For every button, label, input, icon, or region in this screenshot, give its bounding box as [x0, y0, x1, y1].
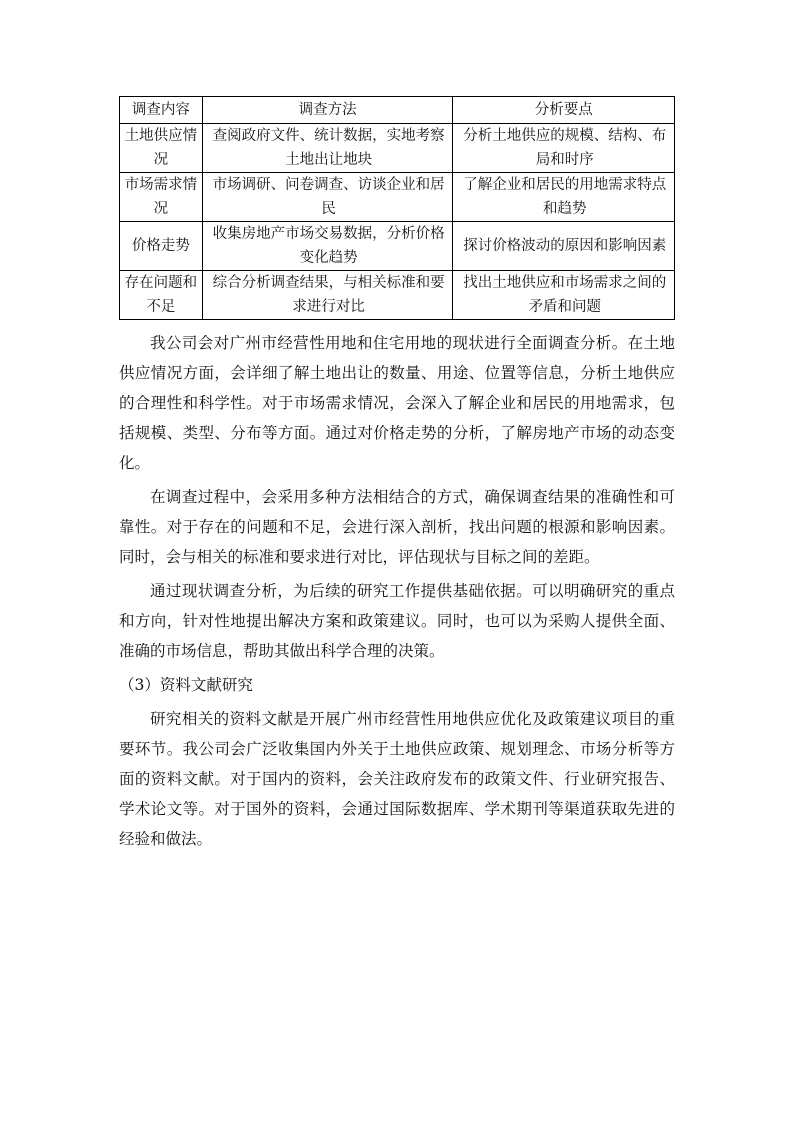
table-row: [120, 124, 675, 173]
cell-analysis: 了解企业和居民的用地需求特点和趋势: [453, 173, 675, 222]
table-header-row: [120, 97, 675, 124]
section-heading: （3）资料文献研究: [119, 676, 253, 694]
table-row: [120, 222, 675, 271]
table-row: [120, 173, 675, 222]
table-row: [120, 271, 675, 320]
cell-item: 存在问题和不足: [120, 271, 203, 320]
survey-table: [119, 96, 675, 320]
cell-analysis: 分析土地供应的规模、结构、布局和时序: [453, 124, 675, 173]
cell-method: 综合分析调查结果，与相关标准和要求进行对比: [202, 271, 453, 320]
cell-method: 市场调研、问卷调查、访谈企业和居民: [202, 173, 453, 222]
cell-item: 市场需求情况: [120, 173, 203, 222]
cell-analysis: 探讨价格波动的原因和影响因素: [453, 222, 675, 271]
paragraph: 通过现状调查分析，为后续的研究工作提供基础依据。可以明确研究的重点和方向，针对性地提出解决方案和政策建议。同时，也可以为采购人提供全面、准确的市场信息，帮助其做出科学合理的决策。: [119, 582, 675, 660]
body-text: [119, 328, 675, 858]
cell-method: 查阅政府文件、统计数据，实地考察土地出让地块: [202, 124, 453, 173]
header-item: 调查内容: [120, 97, 203, 124]
paragraph: 研究相关的资料文献是开展广州市经营性用地供应优化及政策建议项目的重要环节。我公司会广泛收集国内外关于土地供应政策、规划理念、市场分析等方面的资料文献。对于国内的资料，会关注政府发布的政策文件、行业研究报告、学术论文等。对于国外的资料，会通过国际数据库、学术期刊等渠道获取先进的经验和做法。: [119, 710, 675, 848]
cell-method: 收集房地产市场交易数据，分析价格变化趋势: [202, 222, 453, 271]
cell-item: 土地供应情况: [120, 124, 203, 173]
paragraph: 我公司会对广州市经营性用地和住宅用地的现状进行全面调查分析。在土地供应情况方面，会详细了解土地出让的数量、用途、位置等信息，分析土地供应的合理性和科学性。对于市场需求情况，会深入了解企业和居民的用地需求，包括规模、类型、分布等方面。通过对价格走势的分析，了解房地产市场的动态变化。: [119, 334, 675, 472]
header-method: 调查方法: [202, 97, 453, 124]
cell-item: 价格走势: [120, 222, 203, 271]
header-analysis: 分析要点: [453, 97, 675, 124]
paragraph: 在调查过程中，会采用多种方法相结合的方式，确保调查结果的准确性和可靠性。对于存在的问题和不足，会进行深入剖析，找出问题的根源和影响因素。同时，会与相关的标准和要求进行对比，评估现状与目标之间的差距。: [119, 488, 675, 566]
cell-analysis: 找出土地供应和市场需求之间的矛盾和问题: [453, 271, 675, 320]
